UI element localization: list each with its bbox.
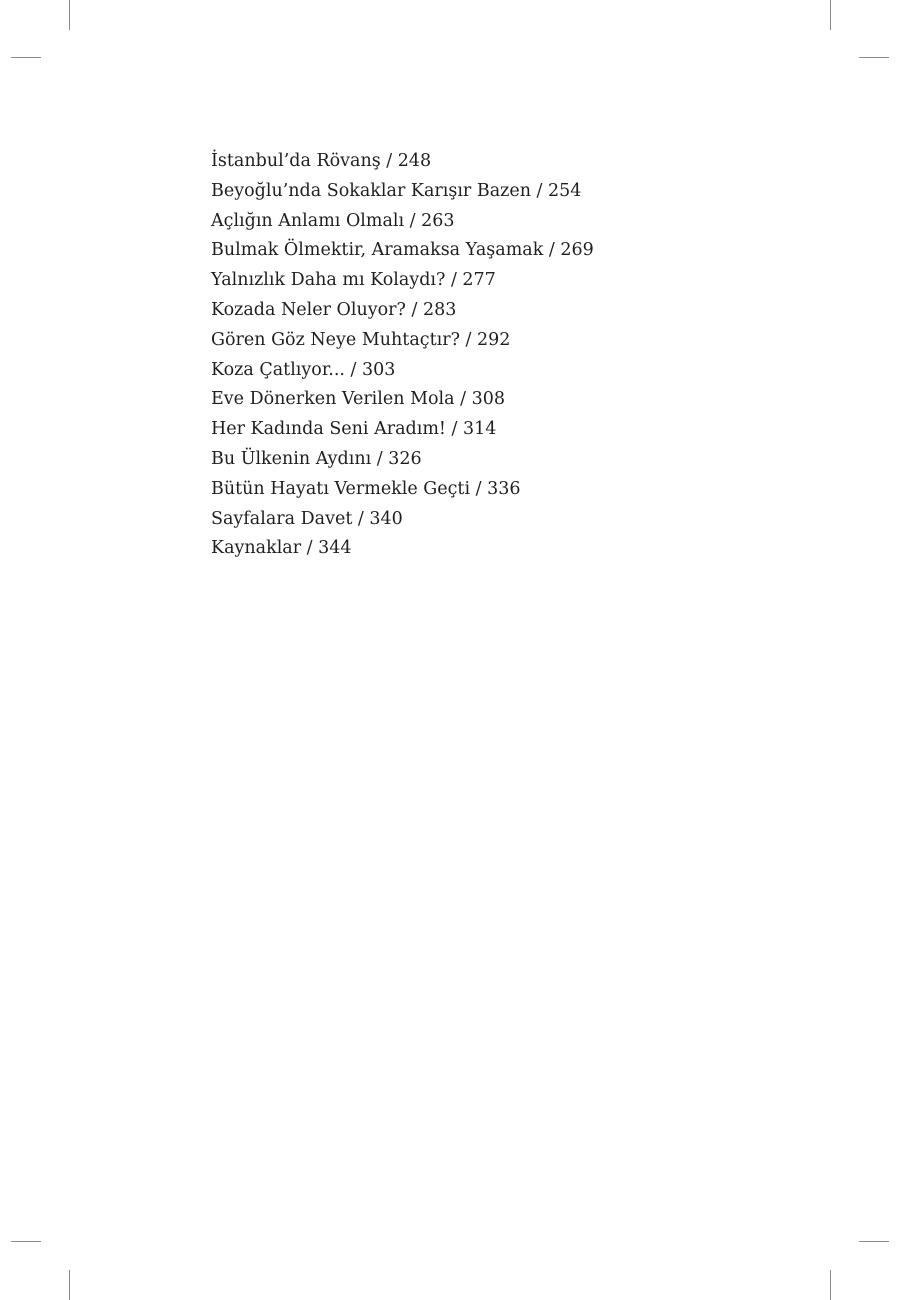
toc-entry: Eve Dönerken Verilen Mola / 308: [211, 389, 505, 410]
crop-mark-top-left-horizontal: [11, 57, 41, 58]
crop-mark-top-right-horizontal: [859, 57, 889, 58]
toc-entry: İstanbul’da Rövanş / 248: [211, 151, 432, 171]
toc-entry: Bu Ülkenin Aydını / 326: [211, 448, 422, 469]
crop-mark-top-right-vertical: [830, 0, 831, 30]
crop-mark-bottom-left-vertical: [69, 1270, 70, 1300]
crop-mark-top-left-vertical: [69, 0, 70, 30]
toc-entry: Bulmak Ölmektir, Aramaksa Yaşamak / 269: [211, 240, 594, 261]
crop-mark-bottom-right-vertical: [830, 1270, 831, 1300]
crop-mark-bottom-left-horizontal: [11, 1241, 41, 1242]
table-of-contents: [211, 147, 594, 564]
toc-entry: Açlığın Anlamı Olmalı / 263: [211, 210, 455, 231]
toc-entry: Yalnızlık Daha mı Kolaydı? / 277: [211, 270, 496, 291]
toc-entry: Kaynaklar / 344: [211, 538, 352, 559]
toc-entry: Her Kadında Seni Aradım! / 314: [211, 419, 497, 440]
toc-entry: Sayfalara Davet / 340: [211, 508, 403, 529]
toc-entry: Bütün Hayatı Vermekle Geçti / 336: [211, 478, 521, 499]
crop-mark-bottom-right-horizontal: [859, 1241, 889, 1242]
toc-entry: Beyoğlu’nda Sokaklar Karışır Bazen / 254: [211, 180, 582, 201]
toc-entry: Kozada Neler Oluyor? / 283: [211, 299, 457, 320]
toc-entry: Gören Göz Neye Muhtaçtır? / 292: [211, 329, 511, 350]
toc-entry: Koza Çatlıyor... / 303: [211, 359, 396, 380]
